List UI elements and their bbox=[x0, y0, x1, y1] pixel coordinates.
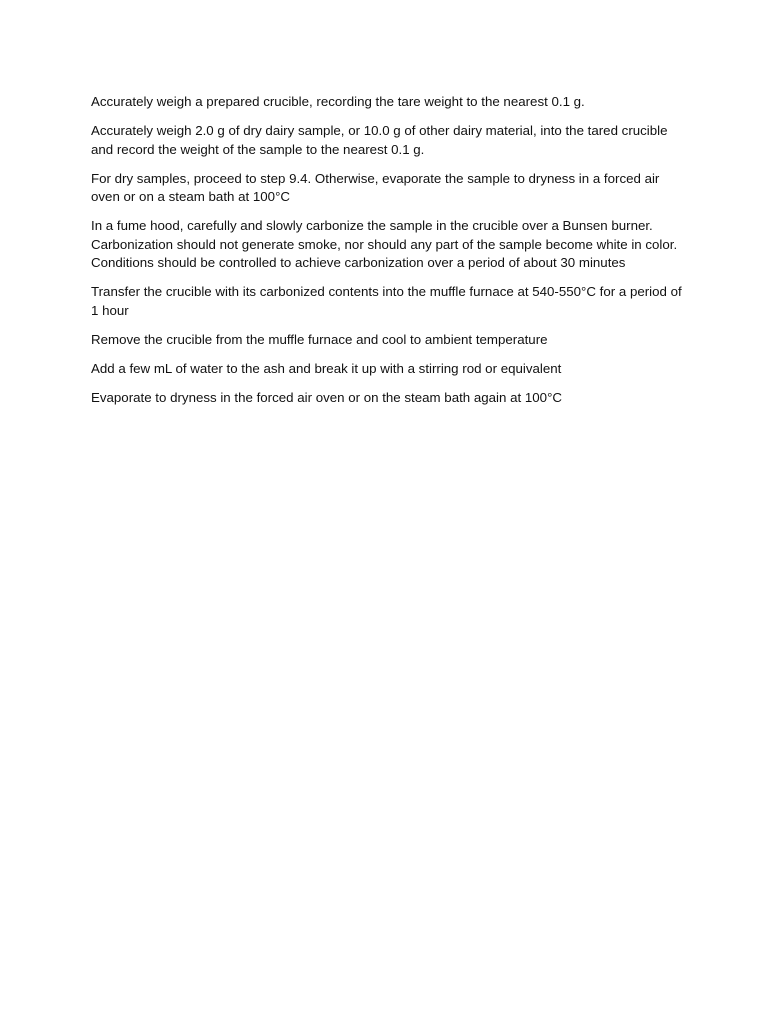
paragraph-muffle-furnace: Transfer the crucible with its carbonized contents into the muffle furnace at 540-550°C for a period of 1 hour bbox=[91, 284, 682, 318]
paragraph-dry-samples: For dry samples, proceed to step 9.4. Otherwise, evaporate the sample to dryness in a forced air oven or on a steam bath at 100°C bbox=[91, 170, 660, 204]
paragraph-remove-crucible: Remove the crucible from the muffle furnace and cool to ambient temperature bbox=[91, 331, 548, 347]
paragraph-tare-weight: Accurately weigh a prepared crucible, recording the tare weight to the nearest 0.1 g. bbox=[91, 94, 585, 109]
paragraph-add-water: Add a few mL of water to the ash and break it up with a stirring rod or equivalent bbox=[91, 360, 562, 376]
paragraph-evaporate: Evaporate to dryness in the forced air oven or on the steam bath again at 100°C bbox=[91, 389, 562, 405]
document-page bbox=[91, 93, 691, 418]
paragraph-weigh-sample: Accurately weigh 2.0 g of dry dairy sample, or 10.0 g of other dairy material, into the tared crucible and record the weight of the sample to the nearest 0.1 g. bbox=[91, 123, 668, 157]
paragraph-carbonize: In a fume hood, carefully and slowly carbonize the sample in the crucible over a Bunsen burner. Carbonization should not generate smoke, nor should any part of the sample become white in color. Conditions should be controlled to achieve carbonization over a period of about 30 minutes bbox=[91, 218, 678, 270]
